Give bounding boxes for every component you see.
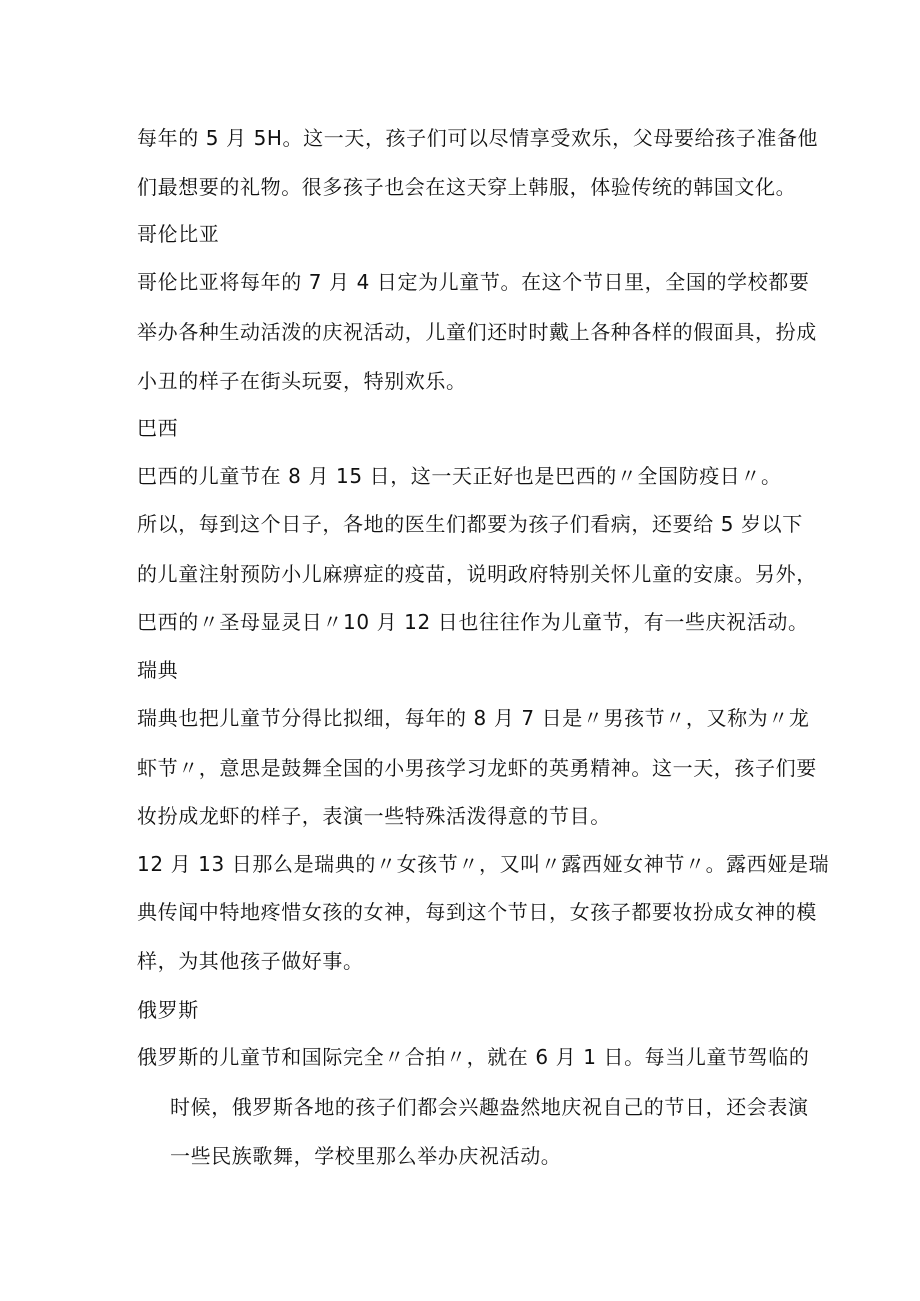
heading-colombia: 哥伦比亚 — [137, 222, 220, 246]
korea-paragraph-line-2: 们最想要的礼物。很多孩子也会在这天穿上韩服，体验传统的韩国文化。 — [137, 175, 797, 199]
colombia-paragraph-line-3: 小丑的样子在街头玩耍，特别欢乐。 — [137, 369, 467, 393]
heading-brazil: 巴西 — [137, 416, 179, 440]
russia-paragraph-line-1: 俄罗斯的儿童节和国际完全〃合拍〃，就在 6 月 1 日。每当儿童节驾临的 — [137, 1045, 810, 1069]
sweden-paragraph-2-line-3: 样，为其他孩子做好事。 — [137, 949, 364, 973]
sweden-paragraph-1-line-3: 妆扮成龙虾的样子，表演一些特殊活泼得意的节目。 — [137, 804, 611, 828]
heading-sweden: 瑞典 — [137, 658, 179, 682]
sweden-paragraph-1-line-2: 虾节〃，意思是鼓舞全国的小男孩学习龙虾的英勇精神。这一天，孩子们要 — [137, 756, 817, 780]
heading-russia: 俄罗斯 — [137, 998, 199, 1022]
colombia-paragraph-line-2: 举办各种生动活泼的庆祝活动，儿童们还时时戴上各种各样的假面具，扮成 — [137, 320, 817, 344]
sweden-paragraph-2-line-2: 典传闻中特地疼惜女孩的女神，每到这个节日，女孩子都要妆扮成女神的模 — [137, 900, 817, 924]
sweden-paragraph-2-line-1: 12 月 13 日那么是瑞典的〃女孩节〃，又叫〃露西娅女神节〃。露西娅是瑞 — [137, 852, 830, 876]
brazil-paragraph-line-3: 的儿童注射预防小儿麻痹症的疫苗，说明政府特别关怀儿童的安康。另外， — [137, 562, 817, 586]
colombia-paragraph-line-1: 哥伦比亚将每年的 7 月 4 日定为儿童节。在这个节日里，全国的学校都要 — [137, 270, 810, 294]
russia-paragraph-line-3: 一些民族歌舞，学校里那么举办庆祝活动。 — [170, 1144, 562, 1168]
sweden-paragraph-1-line-1: 瑞典也把儿童节分得比拟细，每年的 8 月 7 日是〃男孩节〃，又称为〃龙 — [137, 706, 810, 730]
russia-paragraph-line-2: 时候，俄罗斯各地的孩子们都会兴趣盎然地庆祝自己的节日，还会表演 — [170, 1095, 809, 1119]
brazil-paragraph-line-4: 巴西的〃圣母显灵日〃10 月 12 日也往往作为儿童节，有一些庆祝活动。 — [137, 610, 809, 634]
brazil-paragraph-line-1: 巴西的儿童节在 8 月 15 日，这一天正好也是巴西的〃全国防疫日〃。 — [137, 464, 782, 488]
brazil-paragraph-line-2: 所以，每到这个日子，各地的医生们都要为孩子们看病，还要给 5 岁以下 — [137, 512, 803, 536]
korea-paragraph-line-1: 每年的 5 月 5H。这一天，孩子们可以尽情享受欢乐，父母要给孩子准备他 — [137, 126, 819, 150]
